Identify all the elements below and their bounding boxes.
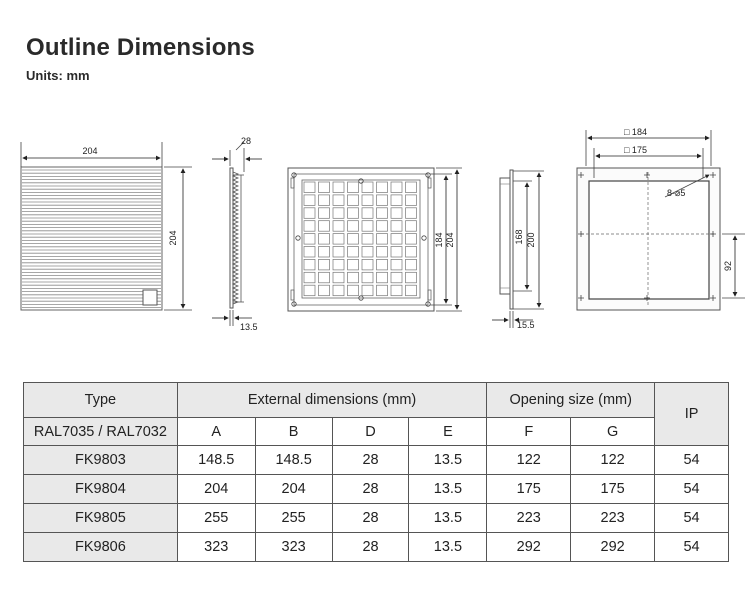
value-cell: 323 (177, 533, 255, 562)
column-header: B (255, 418, 332, 446)
value-cell: 54 (655, 533, 729, 562)
value-cell: 292 (487, 533, 571, 562)
table-row (24, 533, 729, 562)
value-cell: 122 (571, 446, 655, 475)
side2-body (500, 178, 510, 294)
column-header: F (487, 418, 571, 446)
value-cell: 148.5 (177, 446, 255, 475)
cutout-view (577, 127, 745, 310)
model-cell: FK9803 (24, 446, 178, 475)
front-height-label: 204 (168, 230, 178, 246)
table-row (24, 446, 729, 475)
front-width-label: 204 (82, 146, 98, 156)
value-cell: 255 (177, 504, 255, 533)
model-cell: FK9804 (24, 475, 178, 504)
value-cell: 223 (571, 504, 655, 533)
side2-outer-label: 200 (526, 232, 536, 248)
value-cell: 204 (255, 475, 332, 504)
specification-table (23, 382, 729, 562)
front-view (21, 142, 192, 310)
value-cell: 13.5 (409, 533, 487, 562)
side2-flange-label: 15.5 (517, 320, 535, 330)
side-view-louvered (212, 136, 262, 332)
value-cell: 292 (571, 533, 655, 562)
grille-outer-label: 204 (445, 232, 455, 248)
ip-header: IP (655, 383, 729, 446)
side1-louver-teeth (233, 172, 238, 304)
side-view-grille (492, 170, 544, 330)
page-title: Outline Dimensions (26, 34, 255, 61)
value-cell: 323 (255, 533, 332, 562)
value-cell: 175 (571, 475, 655, 504)
value-cell: 204 (177, 475, 255, 504)
grille-view (288, 168, 462, 311)
column-header: D (332, 418, 409, 446)
model-cell: FK9805 (24, 504, 178, 533)
cutout-offset-label: 92 (723, 260, 733, 272)
value-cell: 223 (487, 504, 571, 533)
cutout-holes-label: 8-⌀5 (667, 188, 686, 198)
value-cell: 13.5 (409, 475, 487, 504)
value-cell: 54 (655, 446, 729, 475)
table-header-row (24, 383, 729, 418)
value-cell: 175 (487, 475, 571, 504)
cutout-inner-label: □ 175 (624, 145, 647, 155)
value-cell: 54 (655, 504, 729, 533)
column-header: G (571, 418, 655, 446)
model-cell: FK9806 (24, 533, 178, 562)
cutout-opening (589, 181, 709, 299)
value-cell: 13.5 (409, 446, 487, 475)
value-cell: 148.5 (255, 446, 332, 475)
table-row (24, 504, 729, 533)
value-cell: 28 (332, 475, 409, 504)
units-label: Units: mm (26, 68, 90, 83)
table-row (24, 475, 729, 504)
table-subheader-row (24, 418, 729, 446)
front-label-square (143, 290, 157, 305)
value-cell: 122 (487, 446, 571, 475)
column-header: E (409, 418, 487, 446)
value-cell: 54 (655, 475, 729, 504)
grille-inner-label: 184 (434, 232, 444, 248)
value-cell: 13.5 (409, 504, 487, 533)
color-code-header: RAL7035 / RAL7032 (24, 418, 178, 446)
side1-flange-label: 13.5 (240, 322, 258, 332)
side2-inner-label: 168 (514, 229, 524, 245)
value-cell: 28 (332, 446, 409, 475)
value-cell: 28 (332, 504, 409, 533)
column-header: A (177, 418, 255, 446)
value-cell: 28 (332, 533, 409, 562)
cutout-outer-label: □ 184 (624, 127, 647, 137)
external-dimensions-header: External dimensions (mm) (177, 383, 487, 418)
type-header: Type (24, 383, 178, 418)
value-cell: 255 (255, 504, 332, 533)
opening-size-header: Opening size (mm) (487, 383, 655, 418)
side1-flange (230, 168, 233, 308)
side1-depth-label: 28 (241, 136, 252, 146)
